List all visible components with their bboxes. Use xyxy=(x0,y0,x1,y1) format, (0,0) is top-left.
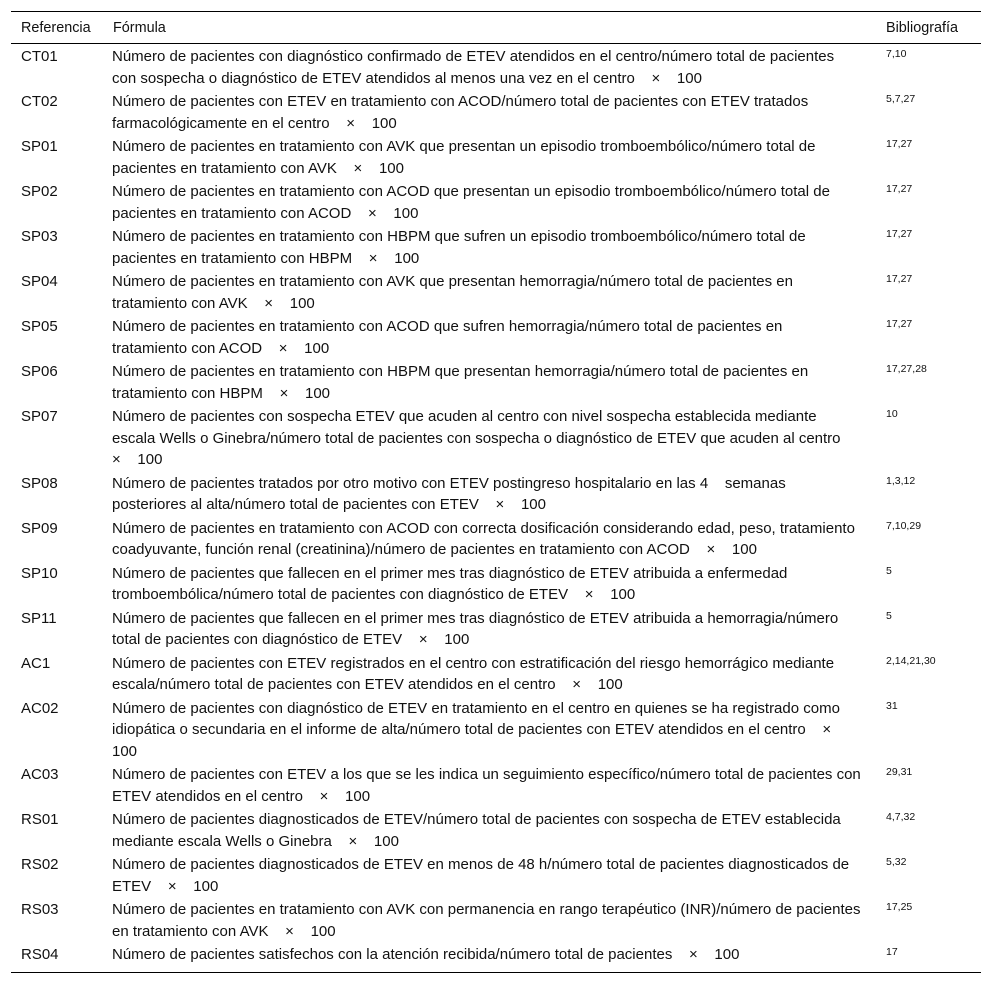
cell-formula: Número de pacientes en tratamiento con HBPM que presentan hemorragia/número total de pacientes en tratamiento con HBPM × 100 xyxy=(112,363,813,402)
cell-reference: AC02 xyxy=(21,699,59,717)
header-row xyxy=(11,12,981,44)
cell-bibliography: 5,7,27 xyxy=(886,93,916,105)
table-row xyxy=(11,134,981,179)
cell-reference: AC1 xyxy=(21,654,51,672)
table-row xyxy=(11,404,981,471)
cell-bibliography: 7,10 xyxy=(886,48,907,60)
table-row xyxy=(11,359,981,404)
cell-formula: Número de pacientes en tratamiento con ACOD con correcta dosificación considerando edad, peso, tratamiento coadyuvante, función renal (creatinina)/número de pacientes en tratamiento con ACOD × 100 xyxy=(112,519,860,558)
cell-bibliography: 5,32 xyxy=(886,856,907,868)
table-row xyxy=(11,696,981,763)
table-body xyxy=(11,44,981,973)
cell-bibliography: 17 xyxy=(886,946,898,958)
cell-formula: Número de pacientes diagnosticados de ETEV en menos de 48 h/número total de pacientes diagnosticados de ETEV × 100 xyxy=(112,856,854,895)
cell-formula: Número de pacientes con ETEV en tratamiento con ACOD/número total de pacientes con ETEV tratados farmacológicamente en el centro × 100 xyxy=(112,93,813,132)
cell-formula: Número de pacientes en tratamiento con AVK con permanencia en rango terapéutico (INR)/número de pacientes en tratamiento con AVK × 100 xyxy=(112,901,865,940)
table-header xyxy=(11,12,981,44)
header-formula: Fórmula xyxy=(112,12,875,44)
cell-bibliography: 2,14,21,30 xyxy=(886,654,936,667)
cell-reference: SP02 xyxy=(21,183,58,200)
cell-bibliography: 17,27 xyxy=(886,318,913,330)
cell-bibliography: 5 xyxy=(886,609,892,622)
cell-bibliography: 17,27 xyxy=(886,273,913,285)
cell-formula: Número de pacientes en tratamiento con HBPM que sufren un episodio tromboembólico/número total de pacientes en tratamiento con HBPM × 100 xyxy=(112,228,810,267)
cell-formula: Número de pacientes tratados por otro motivo con ETEV postingreso hospitalario en las 4 semanas posteriores al alta/número total de pacientes con ETEV × 100 xyxy=(112,474,790,513)
cell-bibliography: 17,25 xyxy=(886,901,913,913)
cell-reference: RS02 xyxy=(21,856,59,873)
table-row xyxy=(11,516,981,561)
indicator-table-container xyxy=(11,11,981,973)
cell-bibliography: 1,3,12 xyxy=(886,474,916,487)
cell-reference: RS01 xyxy=(21,811,59,828)
cell-formula: Número de pacientes con ETEV registrados en el centro con estratificación del riesgo hemorrágico mediante escala/número total de pacientes con ETEV atendidos en el centro × 100 xyxy=(112,654,839,693)
table-row xyxy=(11,269,981,314)
table-row xyxy=(11,471,981,516)
table-row xyxy=(11,561,981,606)
cell-bibliography: 31 xyxy=(886,699,898,712)
table-row xyxy=(11,852,981,897)
cell-formula: Número de pacientes en tratamiento con AVK que presentan hemorragia/número total de pacientes en tratamiento con AVK × 100 xyxy=(112,273,798,312)
cell-formula: Número de pacientes con ETEV a los que se les indica un seguimiento específico/número total de pacientes con ETEV atendidos en el centro × 100 xyxy=(112,766,865,805)
cell-reference: SP11 xyxy=(21,609,57,627)
cell-bibliography: 7,10,29 xyxy=(886,519,922,532)
cell-reference: SP09 xyxy=(21,519,58,537)
table-row xyxy=(11,314,981,359)
cell-formula: Número de pacientes diagnosticados de ETEV/número total de pacientes con sospecha de ETEV establecida mediante escala Wells o Ginebra × 100 xyxy=(112,811,845,850)
cell-bibliography: 29,31 xyxy=(886,766,913,778)
cell-bibliography: 17,27 xyxy=(886,228,913,240)
cell-bibliography: 17,27 xyxy=(886,138,913,150)
cell-reference: SP08 xyxy=(21,474,58,492)
cell-bibliography: 10 xyxy=(886,408,898,420)
cell-reference: RS03 xyxy=(21,901,59,918)
table-row xyxy=(11,942,981,972)
table-row xyxy=(11,762,981,807)
cell-bibliography: 17,27 xyxy=(886,183,913,195)
header-bibliography: Bibliografía xyxy=(875,12,981,44)
cell-formula: Número de pacientes con sospecha ETEV que acuden al centro con nivel sospecha establecida mediante escala Wells o Ginebra/número total de pacientes con sospecha o diagnóstico de ETEV que acuden al centro × 100 xyxy=(112,408,858,468)
cell-formula: Número de pacientes que fallecen en el primer mes tras diagnóstico de ETEV atribuida a hemorragia/número total de pacientes con diagnóstico de ETEV × 100 xyxy=(112,609,843,648)
cell-reference: RS04 xyxy=(21,946,59,963)
cell-formula: Número de pacientes con diagnóstico de ETEV en tratamiento en el centro en quienes se ha registrado como idiopática o secundaria en el informe de alta/número total de pacientes con ETEV atendidos en el centro × 100 xyxy=(112,699,848,760)
cell-reference: CT02 xyxy=(21,93,58,110)
table-row xyxy=(11,224,981,269)
cell-formula: Número de pacientes satisfechos con la atención recibida/número total de pacientes × 100 xyxy=(112,946,740,963)
cell-reference: SP01 xyxy=(21,138,58,155)
cell-bibliography: 4,7,32 xyxy=(886,811,916,823)
cell-formula: Número de pacientes en tratamiento con ACOD que presentan un episodio tromboembólico/número total de pacientes en tratamiento con ACOD × 100 xyxy=(112,183,835,222)
cell-formula: Número de pacientes con diagnóstico confirmado de ETEV atendidos en el centro/número total de pacientes con sospecha o diagnóstico de ETEV atendidos al menos una vez en el centro × 100 xyxy=(112,48,839,87)
cell-formula: Número de pacientes que fallecen en el primer mes tras diagnóstico de ETEV atribuida a enfermedad tromboembólica/número total de pacientes con diagnóstico de ETEV × 100 xyxy=(112,564,792,603)
cell-bibliography: 17,27,28 xyxy=(886,363,927,375)
cell-reference: CT01 xyxy=(21,48,58,65)
table-row xyxy=(11,651,981,696)
table-row xyxy=(11,89,981,134)
table-row xyxy=(11,807,981,852)
cell-reference: SP03 xyxy=(21,228,58,245)
table-row xyxy=(11,179,981,224)
cell-reference: SP04 xyxy=(21,273,58,290)
cell-reference: SP06 xyxy=(21,363,58,380)
table-row xyxy=(11,606,981,651)
cell-reference: SP05 xyxy=(21,318,58,335)
cell-formula: Número de pacientes en tratamiento con AVK que presentan un episodio tromboembólico/número total de pacientes en tratamiento con AVK × 100 xyxy=(112,138,820,177)
cell-formula: Número de pacientes en tratamiento con ACOD que sufren hemorragia/número total de pacientes en tratamiento con ACOD × 100 xyxy=(112,318,787,357)
header-reference: Referencia xyxy=(11,12,112,44)
cell-reference: SP10 xyxy=(21,564,58,582)
cell-reference: SP07 xyxy=(21,408,58,425)
table-row xyxy=(11,44,981,90)
indicator-table xyxy=(11,11,981,973)
cell-reference: AC03 xyxy=(21,766,59,783)
table-row xyxy=(11,897,981,942)
cell-bibliography: 5 xyxy=(886,564,892,577)
